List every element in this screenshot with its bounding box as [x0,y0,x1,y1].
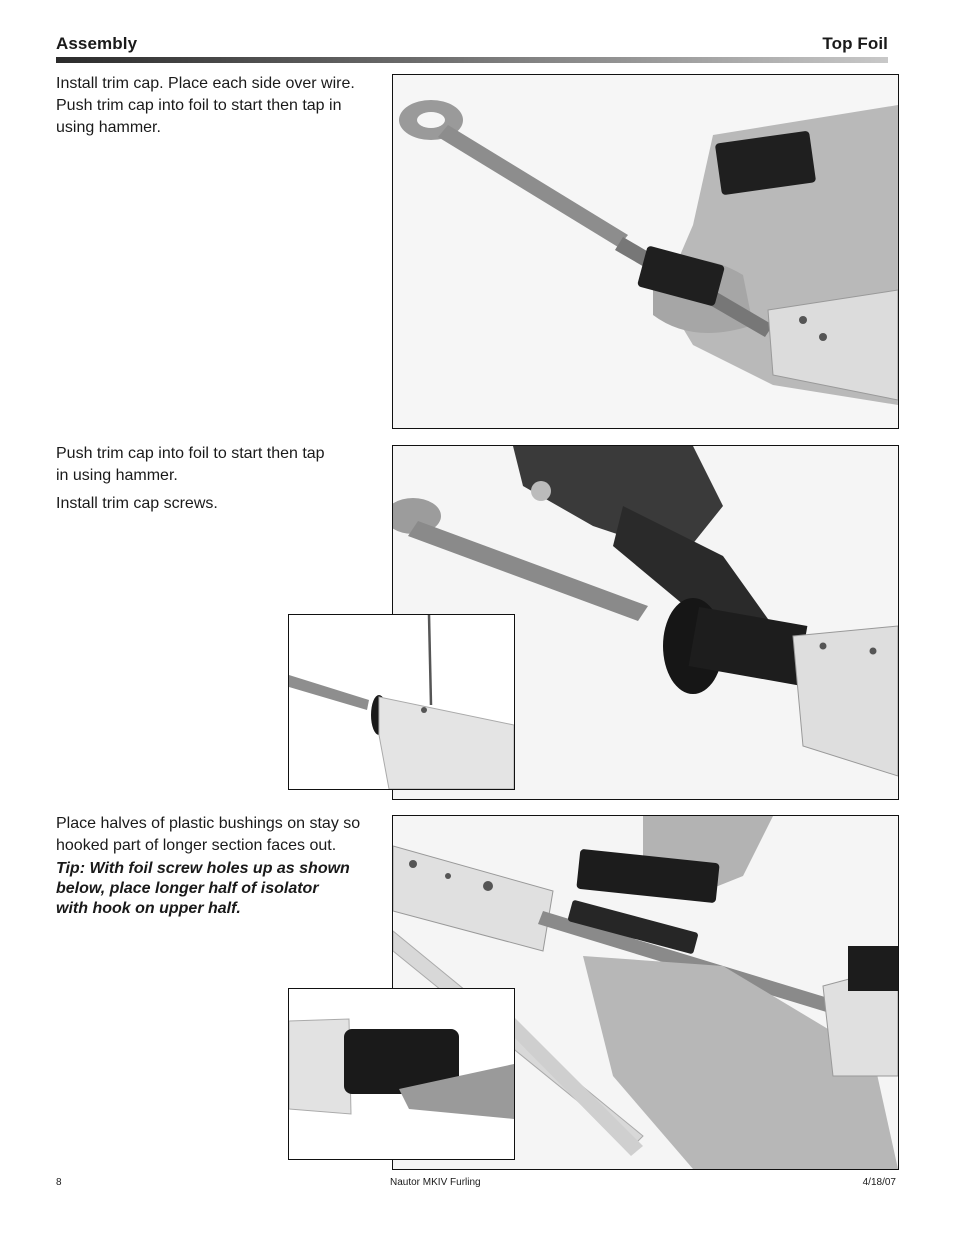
step-1-line: Install trim cap. Place each side over wire. [56,75,355,92]
topic-title: Top Foil [822,34,888,53]
inset-trim-cap-screws [288,614,515,790]
tip-line: below, place longer half of isolator [56,880,319,897]
photo-trim-cap-install [392,74,899,429]
tip-line: with hook on upper half. [56,900,241,917]
step-2-text [56,443,325,515]
step-1-line: Push trim cap into foil to start then tap in [56,97,342,114]
step-3-line: Place halves of plastic bushings on stay so [56,815,361,832]
step-2-line: Push trim cap into foil to start then tap [56,445,325,462]
step-1-line: using hammer. [56,119,161,136]
manual-title: Nautor MKIV Furling [390,1177,481,1188]
section-title: Assembly [56,34,138,53]
step-2-extra: Install trim cap screws. [56,495,218,512]
revision-date: 4/18/07 [862,1177,896,1188]
step-3-tip [56,859,360,919]
step-2-line: in using hammer. [56,467,178,484]
inset-bushing-detail [288,988,515,1160]
step-1-text [56,73,355,139]
header-rule [56,57,888,63]
step-3-text [56,813,360,919]
page-number: 8 [56,1177,62,1188]
tip-line: Tip: With foil screw holes up as shown [56,860,350,877]
step-3-line: hooked part of longer section faces out. [56,837,337,854]
